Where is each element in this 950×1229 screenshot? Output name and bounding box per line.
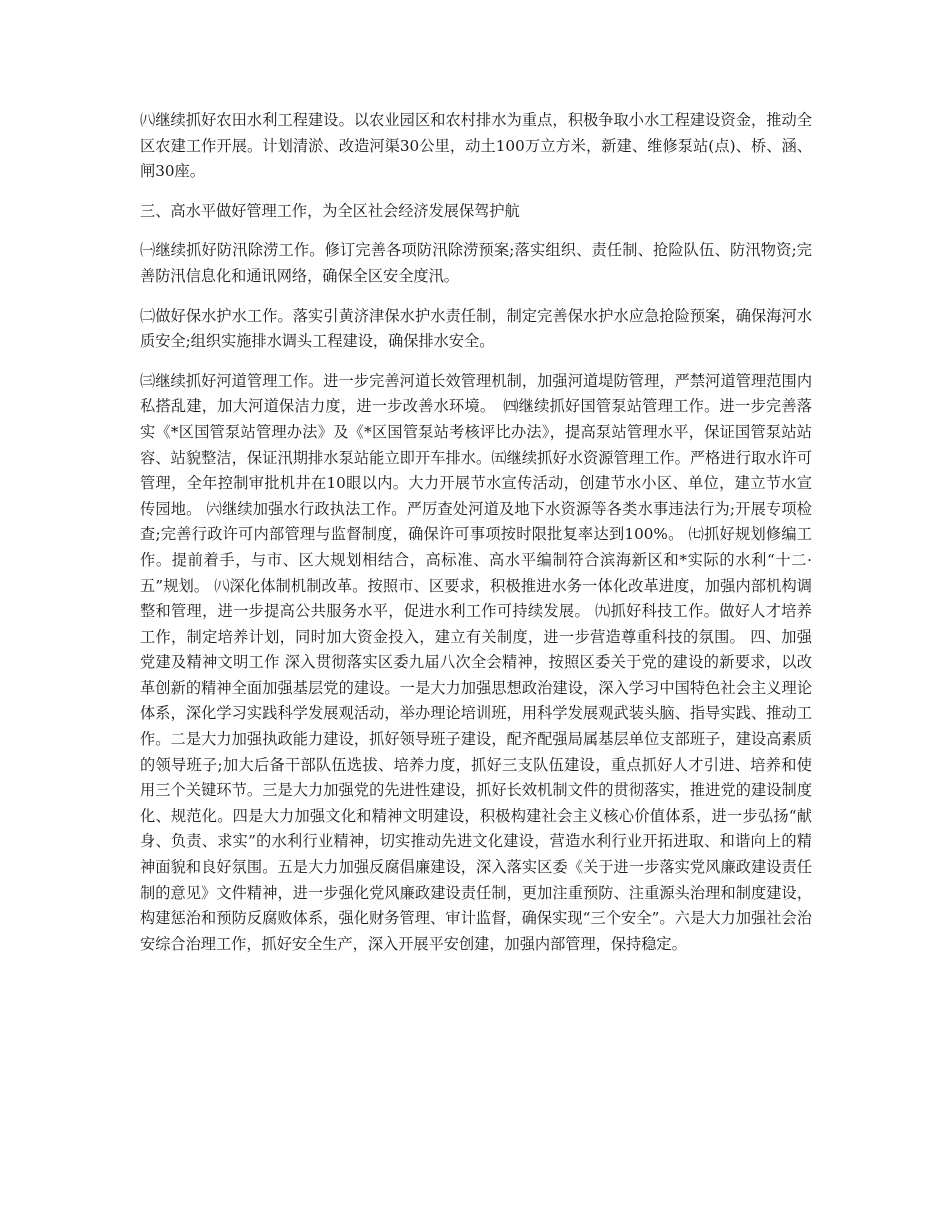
paragraph-river-management-and-party-building: ㈢继续抓好河道管理工作。进一步完善河道长效管理机制，加强河道堤防管理，严禁河道管理范围内私搭乱建，加大河道保洁力度，进一步改善水环境。 ㈣继续抓好国管泵站管理工作。进一步完善落实《*区国管泵站管理办法》及《*区国管泵站考核评比办法》，提高泵站管理水平，保证国管泵站站容、站貌整洁，保证汛期排水泵站能立即开车排水。㈤继续抓好水资源管理工作。严格进行取水许可管理，全年控制审批机井在10眼以内。大力开展节水宣传活动，创建节水小区、单位，建立节水宣传园地。 ㈥继续加强水行政执法工作。严厉查处河道及地下水资源等各类水事违法行为;开展专项检查;完善行政许可内部管理与监督制度，确保许可事项按时限批复率达到100%。 ㈦抓好规划修编工作。提前着手，与市、区大规划相结合，高标准、高水平编制符合滨海新区和*实际的水利“十二·五”规划。 ㈧深化体制机制改革。按照市、区要求，积极推进水务一体化改革进度，加强内部机构调整和管理，进一步提高公共服务水平，促进水利工作可持续发展。 ㈨抓好科技工作。做好人才培养工作，制定培养计划，同时加大资金投入，建立有关制度，进一步营造尊重科技的氛围。 四、加强党建及精神文明工作 深入贯彻落实区委九届八次全会精神，按照区委关于党的建设的新要求，以改革创新的精神全面加强基层党的建设。一是大力加强思想政治建设，深入学习中国特色社会主义理论体系，深化学习实践科学发展观活动，举办理论培训班，用科学发展观武装头脑、指导实践、推动工作。二是大力加强执政能力建设，抓好领导班子建设，配齐配强局属基层单位支部班子，建设高素质的领导班子;加大后备干部队伍选拔、培养力度，抓好三支队伍建设，重点抓好人才引进、培养和使用三个关键环节。三是大力加强党的先进性建设，抓好长效机制文件的贯彻落实，推进党的建设制度化、规范化。四是大力加强文化和精神文明建设，积极构建社会主义核心价值体系，进一步弘扬“献身、负责、求实”的水利行业精神，切实推动先进文化建设，营造水利行业开拓进取、和谐向上的精神面貌和良好氛围。五是大力加强反腐倡廉建设，深入落实区委《关于进一步落实党风廉政建设责任制的意见》文件精神，进一步强化党风廉政建设责任制，更加注重预防、注重源头治理和制度建设，构建惩治和预防反腐败体系，强化财务管理、审计监督，确保实现“三个安全”。六是大力加强社会治安综合治理工作，抓好安全生产，深入开展平安创建，加强内部管理，保持稳定。 <box>140 371 812 953</box>
paragraph-water-protection: ㈡做好保水护水工作。落实引黄济津保水护水责任制，制定完善保水护水应急抢险预案，确保海河水质安全;组织实施排水调头工程建设，确保排水安全。 <box>140 306 812 351</box>
document-page <box>140 108 812 971</box>
paragraph-farmland-irrigation: ㈧继续抓好农田水利工程建设。以农业园区和农村排水为重点，积极争取小水工程建设资金，推动全区农建工作开展。计划清淤、改造河渠30公里，动土100万立方米，新建、维修泵站(点)、桥、涵、闸30座。 <box>140 111 812 181</box>
paragraph-flood-control: ㈠继续抓好防汛除涝工作。修订完善各项防汛除涝预案;落实组织、责任制、抢险队伍、防汛物资;完善防汛信息化和通讯网络，确保全区安全度汛。 <box>140 241 812 285</box>
section-heading-management: 三、高水平做好管理工作，为全区社会经济发展保驾护航 <box>140 201 520 220</box>
